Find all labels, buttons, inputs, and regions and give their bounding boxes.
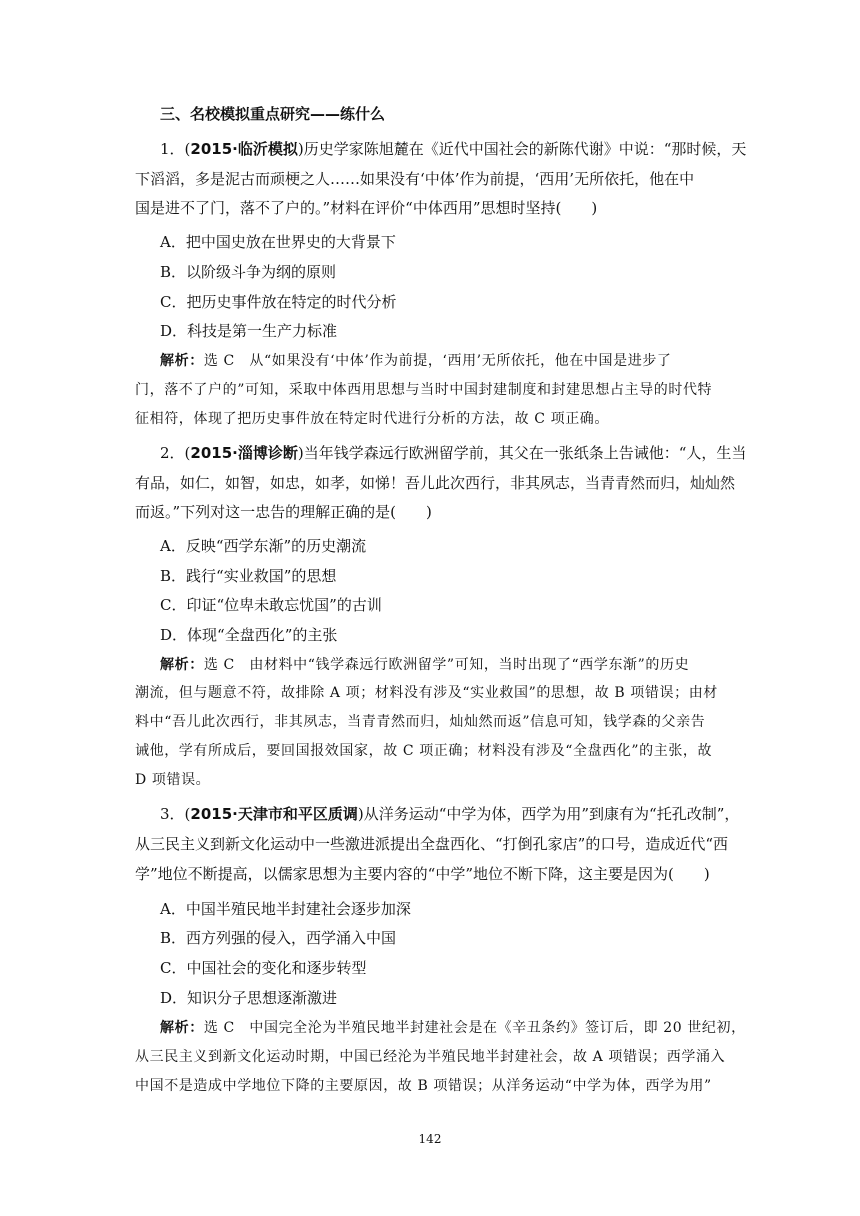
- question-3-option-c: C．中国社会的变化和逐步转型: [160, 959, 367, 977]
- question-2-option-c: C．印证“位卑未敢忘忧国”的古训: [160, 596, 382, 614]
- question-2-explanation-line-5: D 项错误。: [135, 772, 211, 788]
- question-2-line-1: 2．(2015·淄博诊断)当年钱学森远行欧洲留学前，其父在一张纸条上告诫他：“人，生当: [160, 444, 747, 462]
- question-1-explanation-line-1: 解析：选 C 从“如果没有‘中体’作为前提，‘西用’无所依托，他在中国是进步了: [160, 353, 672, 369]
- question-2-explanation-line-3: 料中“吾儿此次西行，非其夙志，当青青然而归，灿灿然而返”信息可知，钱学森的父亲告: [135, 714, 706, 730]
- question-2-explanation-line-1: 解析：选 C 由材料中“钱学森远行欧洲留学”可知，当时出现了“西学东渐”的历史: [160, 657, 690, 673]
- question-2-explanation-line-4: 诫他，学有所成后，要回国报效国家，故 C 项正确；材料没有涉及“全盘西化”的主张，故: [135, 743, 713, 759]
- question-3-source: 2015·天津市和平区质调: [190, 805, 358, 823]
- question-3-option-a: A．中国半殖民地半封建社会逐步加深: [160, 900, 411, 918]
- question-2-explanation-line-2: 潮流，但与题意不符，故排除 A 项；材料没有涉及“实业救国”的思想，故 B 项错误；由材: [135, 685, 718, 701]
- question-1-explanation-line-2: 门，落不了户的”可知，采取中体西用思想与当时中国封建制度和封建思想占主导的时代特: [135, 382, 713, 398]
- question-1-option-b: B．以阶级斗争为纲的原则: [160, 263, 337, 281]
- explanation-label: 解析：: [160, 1020, 204, 1036]
- question-3-option-b: B．西方列强的侵入，西学涌入中国: [160, 929, 397, 947]
- question-2-source: 2015·淄博诊断: [190, 444, 298, 462]
- explanation-label: 解析：: [160, 353, 204, 369]
- question-2-line-3: 而返。”下列对这一忠告的理解正确的是( ): [135, 503, 432, 521]
- question-3-explanation-line-1: 解析：选 C 中国完全沦为半殖民地半封建社会是在《辛丑条约》签订后，即 20 世纪初，: [160, 1020, 746, 1036]
- question-3-explanation-line-3: 中国不是造成中学地位下降的主要原因，故 B 项错误；从洋务运动“中学为体，西学为用”: [135, 1078, 712, 1094]
- question-1-option-c: C．把历史事件放在特定的时代分析: [160, 293, 397, 311]
- question-2-option-b: B．践行“实业救国”的思想: [160, 567, 337, 585]
- question-1-source: 2015·临沂模拟: [190, 140, 298, 158]
- page-number: 142: [418, 1132, 442, 1146]
- question-3-line-2: 从三民主义到新文化运动中一些激进派提出全盘西化、“打倒孔家店”的口号，造成近代“西: [135, 835, 729, 853]
- question-3-option-d: D．知识分子思想逐渐激进: [160, 989, 338, 1007]
- question-1-line-1: 1．(2015·临沂模拟)历史学家陈旭麓在《近代中国社会的新陈代谢》中说：“那时候，天: [160, 140, 747, 158]
- question-3-line-1: 3．(2015·天津市和平区质调)从洋务运动“中学为体，西学为用”到康有为“托孔改制”，: [160, 805, 740, 823]
- question-1-option-d: D．科技是第一生产力标准: [160, 322, 338, 340]
- question-1-line-2: 下滔滔，多是泥古而顽梗之人……如果没有‘中体’作为前提，‘西用’无所依托，他在中: [135, 170, 695, 188]
- question-2-line-2: 有品，如仁，如智，如忠，如孝，如悌！吾儿此次西行，非其夙志，当青青然而归，灿灿然: [135, 474, 736, 492]
- question-2-option-d: D．体现“全盘西化”的主张: [160, 626, 338, 644]
- section-title: 三、名校模拟重点研究——练什么: [160, 105, 386, 123]
- question-3-explanation-line-2: 从三民主义到新文化运动时期，中国已经沦为半殖民地半封建社会，故 A 项错误；西学涌入: [135, 1049, 726, 1065]
- question-2-option-a: A．反映“西学东渐”的历史潮流: [160, 537, 367, 555]
- question-1-explanation-line-3: 征相符，体现了把历史事件放在特定时代进行分析的方法，故 C 项正确。: [135, 411, 610, 427]
- question-1-option-a: A．把中国史放在世界史的大背景下: [160, 233, 396, 251]
- explanation-label: 解析：: [160, 657, 204, 673]
- question-3-line-3: 学”地位不断提高，以儒家思想为主要内容的“中学”地位不断下降，这主要是因为( ): [135, 865, 710, 883]
- question-1-line-3: 国是进不了门，落不了户的。”材料在评价“中体西用”思想时坚持( ): [135, 199, 598, 217]
